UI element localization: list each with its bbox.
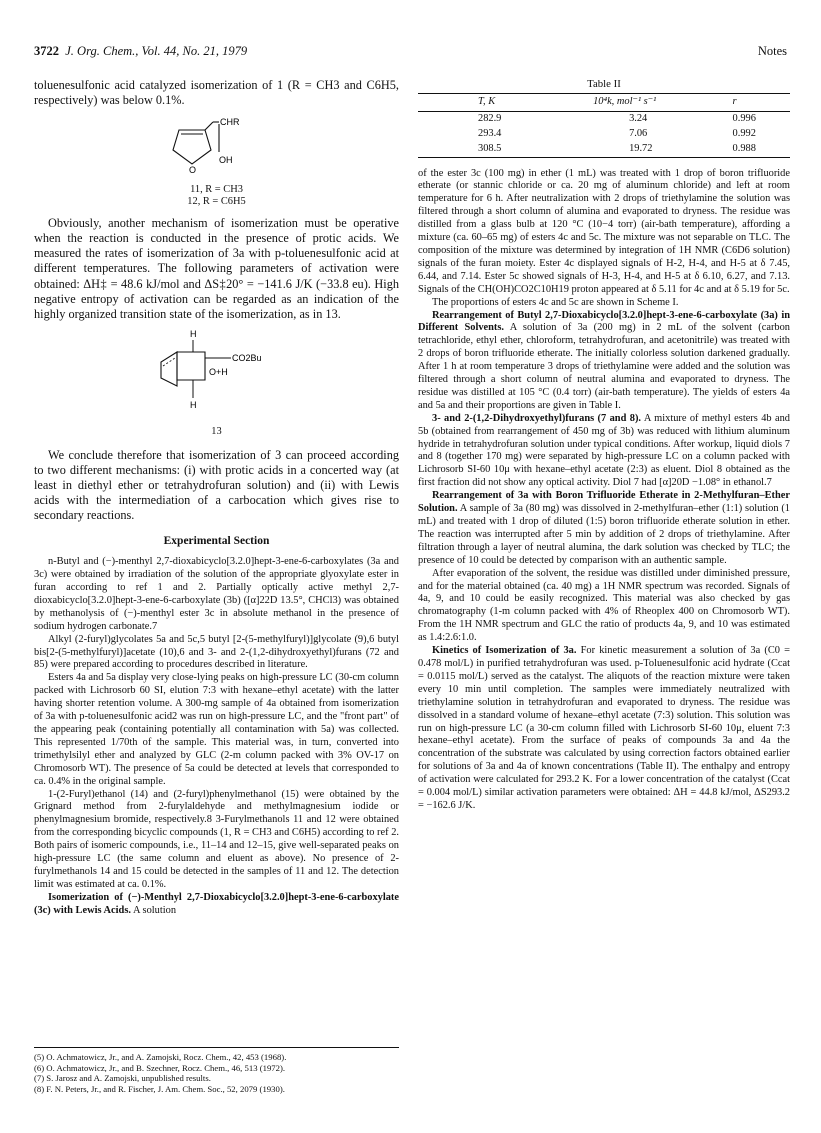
kinetics-table: [418, 93, 790, 158]
header-rate-constant: 10⁴k, mol⁻¹ s⁻¹: [589, 93, 728, 111]
paragraph-r4-text: A mixture of methyl esters 4b and 5b (obtained from rearrangement of 450 mg of 3b) was reduced with lithium aluminum hydride in tetrahydrofuran solution under typical conditions. After workup, liquid diols 7 and 8 (together 170 mg) were separated by high-pressure LC on a column packed with Lichrosorb SI-60 10μ with hexane–ethyl acetate (2:3) as eluent. Diol 8 obtained as the first fraction did not show any optical activity. Diol 7 had [α]20D −1.08° in ethanol.7: [418, 412, 790, 489]
label-oh: OH: [218, 155, 232, 166]
table-cell: 282.9: [478, 112, 502, 124]
table-title: Table II: [587, 78, 621, 90]
label-h-bottom: H: [189, 399, 196, 410]
paragraph-r6: After evaporation of the solvent, the residue was distilled under diminished pressure, and for the material obtained (ca. 40 mg) a 1H NMR spectrum was recorded. Signals of 4a, 9, and 10 could be easily recognized. This material was also checked by gas chromatography (1-m column packed with 4% of Rheoplex 400 on Chromosorb WT). From the 1H NMR spectrum and GLC the ratio of products 4a, 9, and 10 was estimated as 1.4:2.6:1.0.: [418, 567, 790, 644]
heading-solvents: Rearrangement of Butyl 2,7-Dioxabicyclo[3.2.0]hept-3-ene-6-carboxylate (3a) in Different Solvents.: [418, 309, 790, 334]
paragraph-r5-text: A sample of 3a (80 mg) was dissolved in 2-methylfuran–ether (1:1) solution (1 mL) and treated with 1 drop of diluted (1:5) boron trifluoride etherate solution in ether. The reaction was interrupted after 5 min by addition of 2 drops of triethylamine. After filtration through a layer of neutral alumina, the dark solution was checked by TLC; the presence of 10 could be detected by comparison with an authentic sample.: [418, 503, 790, 566]
label-chr: CHR: [219, 117, 239, 128]
structure-11-12: [157, 114, 277, 178]
page-number: 3722: [34, 44, 59, 58]
table-cell: 7.06: [629, 127, 648, 139]
paragraph-r2: The proportions of esters 4c and 5c are shown in Scheme I.: [432, 296, 679, 308]
label-h-top: H: [189, 328, 196, 339]
heading-dihydroxyethyl-furans: 3- and 2-(1,2-Dihydroxyethyl)furans (7 and 8).: [432, 412, 642, 424]
heading-kinetics: Kinetics of Isomerization of 3a.: [432, 645, 577, 657]
footnote-5: (5) O. Achmatowicz, Jr., and A. Zamojski, Rocz. Chem., 42, 453 (1968).: [34, 1052, 287, 1062]
table-cell: 0.988: [732, 142, 756, 154]
paragraph-obviously: Obviously, another mechanism of isomerization must be operative when the reaction is conducted in the presence of protic acids. We measured the rates of isomerization of 3a with p-toluenesulfonic acid at different temperatures. The following parameters of activation were obtained: ΔH‡ = 48.6 kJ/mol and ΔS‡20° = −141.6 J/K (−33.8 eu). High negative entropy of activation can be regarded as an indication of the highly organized transition state of the isomerization, as in 13.: [34, 216, 399, 321]
paragraph-r7-text: For kinetic measurement a solution of 3a (C0 = 0.478 mol/L) in purified tetrahydrofuran was used. p-Toluenesulfonic acid hydrate (Ccat = 0.0115 mol/L) served as the catalyst. The aliquots of the reaction mixture were taken every 10 min until completion. The samples were immediately neutralized with triethylamine solution in tetrahydrofuran and evaporated to dryness. The residue was dissolved in a standard volume of hexane–ethyl acetate (7:3) solution. This solution was run on high-pressure LC (a 30-cm column filled with Lichrosorb SI-60 10μ, eluent 7:3 hexane–ethyl acetate). From the surface of peaks of compounds 3a and 4a the concentration of the substrate was calculated by using correction factors obtained earlier for solutions of 3a and 4a of known concentrations (Table II). The enthalpy and entropy of activation were calculated for 293.2 K. For a lower concentration of the catalyst (Ccat = 0.004 mol/L) similar activation parameters were obtained: ΔH = 44.8 kJ/mol, ΔS293.2 = −162.6 J/K.: [418, 645, 790, 811]
paragraph-r3-text: A solution of 3a (200 mg) in 2 mL of the solvent (carbon tetrachloride, ethyl ether, chloroform, tetrahydrofuran, and acetonitrile) was treated with 2 drops of boron trifluoride etherate. The initially colorless solution darkened gradually. After 1 h at room temperature 3 drops of triethylamine were added and the solution was filtered through a short column of neutral alumina and evaporated to dryness. The residue was distilled at 105 °C (0.4 torr) (air-bath temperature). The yields of esters 4a and 5a and their proportions are given in Table I.: [418, 322, 790, 411]
section-name: Notes: [757, 44, 787, 58]
table-header-row: [418, 93, 790, 111]
paragraph-exp-4: 1-(2-Furyl)ethanol (14) and (2-furyl)phenylmethanol (15) were obtained by the Grignard method from 2-furylaldehyde and methylmagnesium iodide or phenylmagnesium bromide, respectively.8 3-Furylmethanols 11 and 12 were obtained from the corresponding bicyclic compounds (1, R = CH3 and C6H5) according to ref 2. Both pairs of isomeric compounds, i.e., 11–14 and 12–15, give well-separated peaks on high-pressure LC (the same column and eluent as above). No presence of 2-furylmethanols 14 and 15 could be detected in the samples of 11 and 12. The detection limit was estimated at ca. 0.1%.: [34, 788, 399, 890]
table-cell: 0.992: [732, 127, 756, 139]
right-column: [418, 78, 790, 813]
label-co2bu: CO2Bu: [231, 352, 262, 363]
footnote-8: (8) F. N. Peters, Jr., and R. Fischer, J. Am. Chem. Soc., 52, 2079 (1930).: [34, 1083, 285, 1094]
heading-lewis-acids: Isomerization of (−)-Menthyl 2,7-Dioxabicyclo[3.2.0]hept-3-ene-6-carboxylate (3c) with Lewis Acids.: [34, 891, 399, 916]
table-cell: 0.996: [732, 112, 756, 124]
label-o: O: [188, 165, 196, 176]
table-row: [418, 142, 790, 157]
paragraph-r4: [418, 413, 790, 490]
paragraph-r5: [418, 490, 790, 567]
furylmethanol-structure-diagram: [157, 114, 277, 178]
paragraph-exp-1: n-Butyl and (−)-menthyl 2,7-dioxabicyclo[3.2.0]hept-3-ene-6-carboxylates (3a and 3c) were obtained by irradiation of the solution of the appropriate glyoxylate ester in furan according to ref 1 and 2. Partially optically active methyl 2,7-dioxabicyclo[3.2.0]hept-3-ene-6-carboxylate (3b) ([α]22D 13.5°, CHCl3) was obtained by methanolysis of (−)-menthyl ester 3c in absolute methanol in the presence of sodium hydrogen carbonate.7: [34, 556, 399, 632]
header-left: [34, 44, 247, 59]
table-cell: 3.24: [629, 112, 648, 124]
label-oh-plus: O+H: [208, 366, 228, 377]
footnote-7: (7) S. Jarosz and A. Zamojski, unpublished results.: [34, 1073, 211, 1084]
paragraph-r7: [418, 645, 790, 813]
journal-citation: J. Org. Chem., Vol. 44, No. 21, 1979: [65, 44, 248, 58]
heading-methylfuran: Rearrangement of 3a with Boron Trifluoride Etherate in 2-Methylfuran–Ether Solution.: [418, 490, 790, 515]
running-header: [34, 44, 787, 62]
paragraph-exp-5: [34, 892, 399, 918]
paragraph-r3: [418, 310, 790, 413]
paragraph-exp-3: Esters 4a and 5a display very close-lying peaks on high-pressure LC (30-cm column packed with Lichrosorb 60 SI, elution 7:3 with hexane–ethyl acetate) with the latter having shorter retention volume. A 300-mg sample of 4a obtained from isomerization of 3a with p-toluenesulfonic acid2 was run on high-pressure LC, and the "front part" of the appearing peak (containing potentially all contamination with 5a) was collected. This represented 1/70th of the sample. This material was, in turn, converted into trimethylsilyl ether and analyzed by GLC (2-m column packed with 3% OV-17 on Chromosorb WT). The presence of 5a could be detected at levels that corresponded to ca. 0.4% in the original sample.: [34, 672, 399, 787]
experimental-section-title: Experimental Section: [163, 535, 270, 548]
left-column: [34, 78, 399, 918]
table-row: [418, 127, 790, 142]
footnote-6: (6) O. Achmatowicz, Jr., and B. Szechner, Rocz. Chem., 46, 513 (1972).: [34, 1062, 286, 1073]
structure-13: [147, 328, 287, 420]
paragraph-r1: of the ester 3c (100 mg) in ether (1 mL) was treated with 1 drop of boron trifluoride etherate (or stannic chloride or ca. 20 mg of aluminum chloride) and left at room temperature for 6 h. After neutralization with 2 drops of triethylamine the solution was filtered through a short column of alumina and evaporated to dryness. The residue was distilled from a glass bulb at 120 °C (10−4 torr) (air-bath temperature), affording a mixture (ca. 60–65 mg) of esters 4c and 5c. The mixture was not separable on TLC. The composition of the mixture was determined by integration of 1H NMR (C6D6 solution) signals of the furan moiety. Ester 4c displayed signals of H-2, H-4, and H-5 at δ 7.45, 6.44, and 7.14. Ester 5c showed signals of H-3, H-4, and H-5 at δ 6.10, 6.27, and 7.13. Signals of the CH(OH)CO2C10H19 proton appeared at δ 5.11 for 4c and at δ 5.19 for 5c.: [418, 167, 790, 295]
paragraph-exp-2: Alkyl (2-furyl)glycolates 5a and 5c,5 butyl [2-(5-methylfuryl)]glycolate (9),6 butyl bis[2-(5-methylfuryl)]acetate (10),6 and 3- and 2-(1,2-dihydroxyethyl)furans (72 and 85) were prepared according to procedures described in literature.: [34, 633, 399, 671]
caption-12: 12, R = C6H5: [187, 196, 246, 208]
paragraph-intro: toluenesulfonic acid catalyzed isomerization of 1 (R = CH3 and C6H5, respectively) was below 0.1%.: [34, 78, 399, 108]
caption-13: 13: [211, 425, 222, 437]
header-correlation: r: [729, 93, 790, 111]
header-temperature: T, K: [418, 93, 589, 111]
paragraph-conclude: We conclude therefore that isomerization of 3 can proceed according to two different mechanisms: (i) with protic acids in a concerted way (at least in diethyl ether or tetrahydrofuran solution) and (ii) with Lewis acids with the intermediation of a carbocation which gives rise to secondary reactions.: [34, 447, 399, 523]
table-cell: 293.4: [478, 127, 502, 139]
table-cell: 308.5: [478, 142, 502, 154]
footnotes: [34, 1047, 399, 1094]
table-row: [418, 111, 790, 126]
table-cell: 19.72: [629, 142, 653, 154]
caption-11: 11, R = CH3: [190, 184, 243, 196]
transition-state-13-diagram: [147, 328, 287, 420]
paragraph-exp-5-text: A solution: [130, 904, 177, 916]
